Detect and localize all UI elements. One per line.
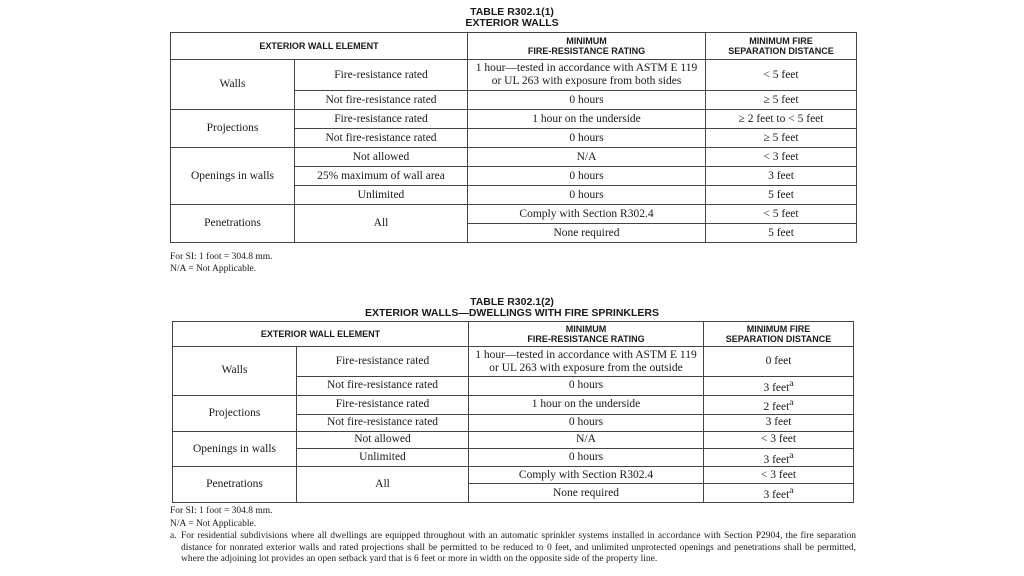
element-cell: Not fire-resistance rated: [295, 129, 468, 148]
element-cell: Not allowed: [295, 148, 468, 167]
header-exterior-wall-element: EXTERIOR WALL ELEMENT: [173, 322, 469, 347]
rating-cell: None required: [469, 484, 704, 503]
distance-cell: 3 feet$^a$: [704, 377, 854, 396]
rating-cell: 0 hours: [468, 186, 706, 205]
element-cell: Not fire-resistance rated: [297, 414, 469, 431]
table2-footnote-si: For SI: 1 foot = 304.8 mm.: [170, 506, 273, 516]
table2-footnote-a: [170, 531, 856, 566]
table-row: [171, 205, 857, 224]
element-cell: Fire-resistance rated: [297, 395, 469, 414]
distance-cell: ≥ 5 feet: [706, 91, 857, 110]
rating-cell: 1 hour—tested in accordance with ASTM E 119 or UL 263 with exposure from the outside: [469, 347, 704, 377]
group-openings: Openings in walls: [173, 431, 297, 467]
element-cell: 25% maximum of wall area: [295, 167, 468, 186]
rating-cell: 1 hour on the underside: [469, 395, 704, 414]
footnote-text: For residential subdivisions where all dwellings are equipped throughout with an automatic sprinkler systems installed in accordance with Section P2904, the fire separation distance for nonrated exterior walls and rated projections shall be permitted to be reduced to 0 feet, and unlimited unprotected openings and penetrations shall be permitted, where the adjoining lot provides an open setback yard that is 6 feet or more in width on the opposite side of the property line.: [181, 531, 856, 564]
table1: [170, 32, 857, 243]
rating-cell: N/A: [468, 148, 706, 167]
distance-cell: < 3 feet: [704, 467, 854, 484]
distance-cell: < 5 feet: [706, 205, 857, 224]
table-row: [171, 110, 857, 129]
element-cell: Not fire-resistance rated: [297, 377, 469, 396]
table-row: [173, 431, 854, 448]
group-penetrations: Penetrations: [173, 467, 297, 503]
group-projections: Projections: [171, 110, 295, 148]
group-openings: Openings in walls: [171, 148, 295, 205]
footnote-marker: a: [789, 378, 794, 389]
group-penetrations: Penetrations: [171, 205, 295, 243]
footnote-label: a.: [170, 531, 177, 541]
header-fire-resistance-rating: MINIMUM FIRE-RESISTANCE RATING: [469, 322, 704, 347]
distance-cell: 5 feet: [706, 224, 857, 243]
table-row: [173, 347, 854, 377]
rating-cell: None required: [468, 224, 706, 243]
header-separation-distance: MINIMUM FIRE SEPARATION DISTANCE: [706, 33, 857, 60]
distance-cell: 3 feet: [704, 414, 854, 431]
footnote-marker: a: [789, 396, 794, 408]
table-row: [171, 60, 857, 91]
element-cell: All: [295, 205, 468, 243]
rating-cell: 0 hours: [468, 129, 706, 148]
table2: [172, 321, 854, 503]
element-cell: Not allowed: [297, 431, 469, 448]
rating-cell: Comply with Section R302.4: [469, 467, 704, 484]
table1-title: TABLE R302.1(1) EXTERIOR WALLS: [465, 6, 559, 29]
distance-cell: 5 feet: [706, 186, 857, 205]
rating-cell: 1 hour on the underside: [468, 110, 706, 129]
distance-cell: ≥ 5 feet: [706, 129, 857, 148]
element-cell: Fire-resistance rated: [295, 60, 468, 91]
element-cell: Unlimited: [297, 448, 469, 467]
table-row: [173, 395, 854, 414]
rating-cell: 0 hours: [469, 414, 704, 431]
distance-cell: ≥ 2 feet to < 5 feet: [706, 110, 857, 129]
table-row: [173, 467, 854, 484]
table-row: [171, 148, 857, 167]
element-cell: Fire-resistance rated: [297, 347, 469, 377]
rating-cell: N/A: [469, 431, 704, 448]
rating-cell: 0 hours: [469, 448, 704, 467]
rating-cell: 0 hours: [468, 91, 706, 110]
element-cell: All: [297, 467, 469, 503]
table1-footnote-na: N/A = Not Applicable.: [170, 264, 257, 274]
rating-cell: Comply with Section R302.4: [468, 205, 706, 224]
group-walls: Walls: [173, 347, 297, 396]
header-exterior-wall-element: EXTERIOR WALL ELEMENT: [171, 33, 468, 60]
table2-title: TABLE R302.1(2) EXTERIOR WALLS—DWELLINGS WITH FIRE SPRINKLERS: [365, 296, 659, 319]
element-cell: Not fire-resistance rated: [295, 91, 468, 110]
distance-cell: 2 feet$^a$: [704, 395, 854, 414]
rating-cell: 0 hours: [469, 377, 704, 396]
header-separation-distance: MINIMUM FIRE SEPARATION DISTANCE: [704, 322, 854, 347]
distance-cell: < 5 feet: [706, 60, 857, 91]
distance-cell: < 3 feet: [706, 148, 857, 167]
footnote-marker: a: [789, 485, 794, 497]
element-cell: Unlimited: [295, 186, 468, 205]
distance-cell: < 3 feet: [704, 431, 854, 448]
distance-cell: 0 feet: [704, 347, 854, 377]
group-projections: Projections: [173, 395, 297, 431]
distance-cell: 3 feet$^a$: [704, 484, 854, 503]
table1-footnote-si: For SI: 1 foot = 304.8 mm.: [170, 252, 273, 262]
footnote-marker: a: [789, 449, 794, 461]
distance-cell: 3 feet: [706, 167, 857, 186]
distance-cell: 3 feet$^a$: [704, 448, 854, 467]
rating-cell: 1 hour—tested in accordance with ASTM E 119 or UL 263 with exposure from both sides: [468, 60, 706, 91]
rating-cell: 0 hours: [468, 167, 706, 186]
header-fire-resistance-rating: MINIMUM FIRE-RESISTANCE RATING: [468, 33, 706, 60]
element-cell: Fire-resistance rated: [295, 110, 468, 129]
table2-footnote-na: N/A = Not Applicable.: [170, 519, 257, 529]
group-walls: Walls: [171, 60, 295, 110]
